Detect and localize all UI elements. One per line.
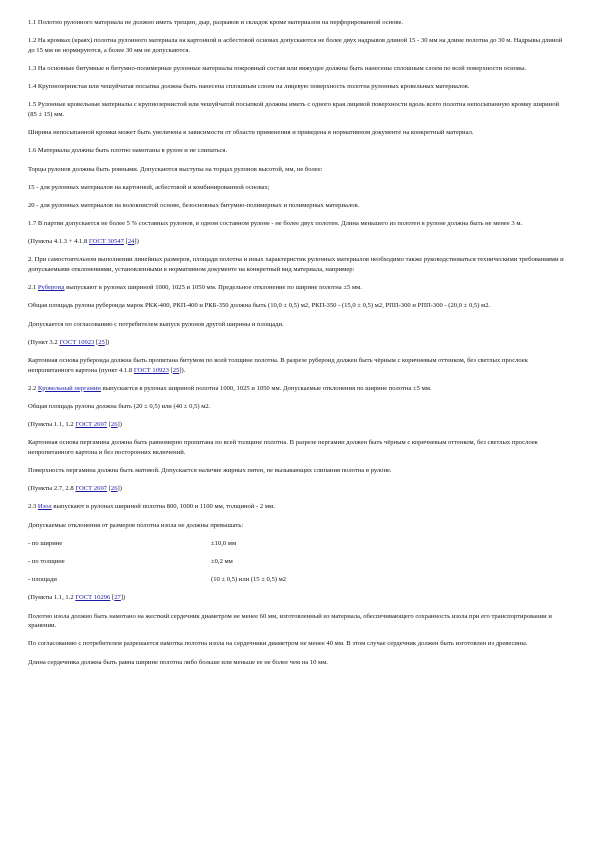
paragraph-text: 1.4 Крупнозернистая или чешуйчатая посыпка должна быть нанесена сплошным слоем на лицевую поверхность полотна рулонных кровельных материалов. — [28, 83, 470, 91]
paragraph-text: Поверхность пергамина должна быть матовой. Допускается наличие жирных пятен, не вызывающих слипания полотна в рулоне. — [28, 467, 392, 475]
paragraph-text: 1.7 В партии допускается не более 5 % составных рулонов, в одном составном рулоне - не более двух полотен. Длина меньшего из полотен в рулоне должна быть не менее 3 м. — [28, 220, 523, 228]
paragraph — [28, 420, 568, 430]
paragraph-text: Общая площадь рулона рубероида марок РКК-400, РКП-400 и РКБ-350 должна быть (10,0 ± 0,5) м2, РКП-350 - (15,0 ± 0,5) м2, РПП-300 и РПП-300 - (20,0 ± 0,5) м2. — [28, 302, 491, 310]
tolerance-list — [28, 539, 568, 585]
paragraph-text: 1.3 На основные битумные и битумно-полимерные рулонные материалы покровный состав или вяжущее должны быть нанесены сплошным слоем по всей поверхности основы. — [28, 64, 527, 72]
paragraph-text: [ — [123, 238, 128, 246]
paragraph-text: Длина сердечника должна быть равна ширине полотна либо больше или меньше ее не более чем на 10 мм. — [28, 658, 329, 666]
paragraph-text: 1.1 Полотно рулонного материала не должно иметь трещин, дыр, разрывов и складок кроме материалов на перфорированной основе. — [28, 19, 404, 26]
paragraph-text: (Пункты 1.1, 1.2 — [28, 594, 76, 602]
paragraph — [28, 384, 568, 394]
paragraph-text: (Пункт 3.2 — [28, 338, 60, 346]
paragraph-text: [ — [107, 421, 111, 429]
paragraph-text: ]) — [104, 338, 110, 346]
paragraph — [28, 165, 568, 175]
paragraph — [28, 18, 568, 28]
paragraph-text: Картонная основа рубероида должна быть пропитана битумом по всей толщине полотна. В разрезе рубероид должен быть чёрным с коричневым оттенком, без светлых прослоек непропитанного картона (пункт 4.1.8 — [28, 356, 528, 374]
paragraph — [28, 183, 568, 193]
reference-link[interactable]: ГОСТ 30547 — [88, 238, 124, 246]
bibliography-ref-link[interactable]: 26 — [110, 421, 118, 429]
tolerance-row — [28, 539, 568, 549]
paragraph — [28, 82, 568, 92]
document-closing — [28, 593, 568, 667]
paragraph — [28, 255, 568, 274]
paragraph — [28, 201, 568, 211]
paragraph-text: 20 - для рулонных материалов на волокнистой основе, безосновных битумно-полимерных и полимерных материалов. — [28, 201, 360, 209]
paragraph-text: (Пункты 1.1, 1.2 — [28, 421, 76, 429]
reference-link[interactable]: ГОСТ 10923 — [133, 366, 169, 374]
paragraph-text: 15 - для рулонных материалов на картонной, асбестовой и комбинированной основах; — [28, 183, 270, 191]
paragraph — [28, 438, 568, 457]
paragraph-text: ]). — [179, 366, 186, 374]
reference-link[interactable]: Кровельный пергамин — [37, 384, 101, 392]
paragraph — [28, 146, 568, 156]
paragraph — [28, 521, 568, 531]
reference-link[interactable]: Рубероид — [37, 284, 65, 292]
paragraph — [28, 100, 568, 119]
bibliography-ref-link[interactable]: 24 — [127, 238, 135, 246]
paragraph-text: ]) — [134, 238, 139, 246]
paragraph-text: выпускается в рулонах шириной полотна 1000, 1025 и 1050 мм. Допускаемые отклонения по ширине полотна ±5 мм. — [100, 384, 432, 392]
reference-link[interactable]: ГОСТ 10923 — [59, 338, 95, 346]
paragraph-text: Картонная основа пергамина должна быть равномерно пропитана по всей толщине полотна. В разрезе пергамин должен быть чёрным с коричневым оттенком, без светлых прослоек непропитанного картона и без посторонних включений. — [28, 439, 538, 456]
paragraph — [28, 402, 568, 412]
tolerance-value: ±10,0 мм — [211, 539, 237, 547]
paragraph-text: ]) — [117, 485, 122, 493]
tolerance-value: (10 ± 0,5) или (15 ± 0,5) м2 — [211, 576, 287, 584]
paragraph — [28, 128, 568, 138]
bibliography-ref-link[interactable]: 26 — [110, 485, 118, 493]
paragraph — [28, 612, 568, 631]
reference-link[interactable]: Изол — [37, 503, 52, 511]
paragraph-text: Общая площадь рулона должна быть (20 ± 0,5) или (40 ± 0,5) м2. — [28, 402, 211, 410]
paragraph-text: 2. При самостоятельном выполнении линейных размеров, площади полотна и иных характеристик рулонных материалов необходимо также руководствоваться техническими требованиями и допускаемыми отклонениями, установленными в нормативном документе на конкретный вид материала, например: — [28, 256, 564, 274]
paragraph-text: 1.2 На кромках (краях) полотна рулонного материала на картонной и асбестовой основах допускаются не более двух надрывов длиной 15 - 30 мм на длине полотна до 30 м. Надрывы длиной до 15 мм не нормируются, а более 30 мм не допускаются. — [28, 37, 563, 54]
paragraph-text: ]) — [120, 594, 126, 602]
paragraph-text: 2.2 — [28, 384, 38, 392]
paragraph — [28, 658, 568, 668]
paragraph — [28, 338, 568, 348]
paragraph-text: Допускается по согласованию с потребителем выпуск рулонов другой ширины и площади. — [28, 320, 284, 328]
paragraph-text: Торцы рулонов должны быть ровными. Допускаются выступы на торцах рулонов высотой, мм, не более: — [28, 165, 323, 173]
bibliography-ref-link[interactable]: 25 — [172, 366, 180, 374]
reference-link[interactable]: ГОСТ 2697 — [75, 485, 108, 493]
paragraph-text: (Пункты 2.7, 2.8 — [28, 485, 76, 493]
paragraph — [28, 639, 568, 649]
paragraph-text: Полотно изола должно быть намотано на жесткий сердечник диаметром не менее 60 мм, изготовленный из материала, обеспечивающего сохранность изола при его транспортировании и хранении. — [28, 612, 552, 630]
paragraph-text: [ — [168, 366, 173, 374]
reference-link[interactable]: ГОСТ 2697 — [75, 421, 108, 429]
paragraph-text: 2.3 — [28, 503, 38, 511]
paragraph-text: ]) — [117, 421, 122, 429]
tolerance-label: - по толщине — [28, 558, 65, 566]
bibliography-ref-link[interactable]: 25 — [98, 338, 105, 346]
paragraph — [28, 64, 568, 74]
reference-link[interactable]: ГОСТ 10296 — [75, 594, 111, 602]
paragraph-text: выпускают в рулонах шириной полотна 800, 1000 и 1100 мм, толщиной - 2 мм. — [51, 503, 275, 511]
paragraph — [28, 356, 568, 375]
paragraph-text: (Пункты 4.1.3 + 4.1.8 — [28, 238, 89, 246]
tolerance-label: - по ширине — [28, 539, 63, 547]
paragraph — [28, 502, 568, 512]
document-body — [28, 18, 568, 530]
paragraph — [28, 466, 568, 476]
paragraph-text: Допускаемые отклонения от размеров полотна изола не должны превышать: — [28, 521, 244, 529]
tolerance-row — [28, 575, 568, 585]
paragraph — [28, 283, 568, 293]
paragraph — [28, 484, 568, 494]
paragraph-text: По согласованию с потребителем разрешается намотка полотна изола на сердечники диаметром не менее 40 мм. В этом случае сердечник должен быть изготовлен из древесины. — [28, 640, 528, 648]
paragraph-text: [ — [107, 485, 111, 493]
paragraph-text: 1.5 Рулонные кровельные материалы с крупнозернистой или чешуйчатой посыпкой должны иметь с одного края лицевой поверхности вдоль всего полотна непосыпанную кромку шириной (85 ± 15) мм. — [28, 101, 560, 118]
paragraph — [28, 301, 568, 311]
paragraph — [28, 320, 568, 330]
paragraph — [28, 219, 568, 229]
tolerance-value: ±0,2 мм — [211, 558, 233, 566]
paragraph-text: [ — [94, 338, 99, 346]
paragraph — [28, 36, 568, 55]
paragraph-text: выпускают в рулонах шириной 1000, 1025 и 1050 мм. Предельное отклонение по ширине полотна ±5 мм. — [64, 284, 362, 292]
tolerance-row — [28, 557, 568, 567]
paragraph-text: [ — [110, 594, 115, 602]
paragraph-text: 2.1 — [28, 284, 38, 292]
bibliography-ref-link[interactable]: 27 — [114, 594, 121, 602]
tolerance-label: - площади — [28, 576, 57, 584]
paragraph-text: Ширина непосыпанной кромки может быть увеличена в зависимости от области применения и приведена в нормативном документе на конкретный материал. — [28, 129, 474, 137]
paragraph — [28, 237, 568, 247]
paragraph — [28, 593, 568, 603]
paragraph-text: 1.6 Материалы должны быть плотно намотаны в рулон и не слипаться. — [28, 147, 228, 155]
